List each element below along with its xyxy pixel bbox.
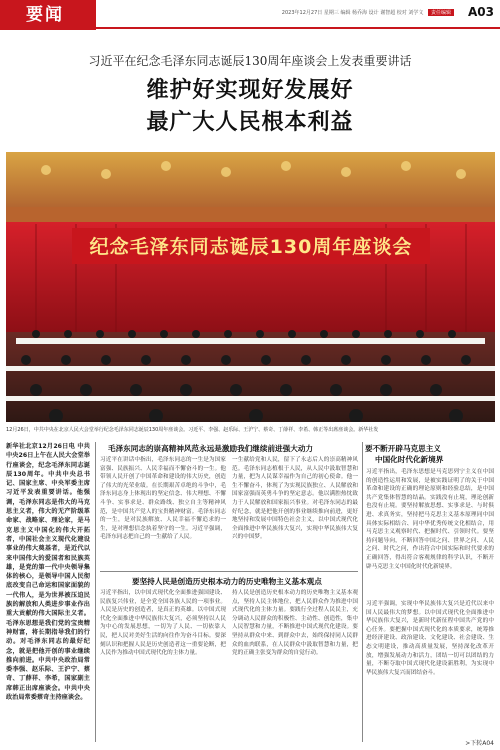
section-3-title-line-2: 中国化时代化新境界 [375,455,444,464]
section-3-title-line-1: 要不断开辟马克思主义 [365,444,441,453]
lead-article: 新华社北京12月26日电 中共中央26日上午在人民大会堂举行座谈会，纪念毛泽东同志诞辰130周年。中共中央总书记、国家主席、中央军委主席习近平发表重要讲话。他强调，毛泽东同志是伟大的马克思主义者，伟大的无产阶级革命家、战略家、理论家，是马克思主义中国化的伟大开拓者，中国社会主义现代化建设事业的伟大奠基者，是近代以来中国伟大的爱国者和民族英雄，是党的第一代中央领导集体的核心，是领导中国人民彻底改变自己命运和国家面貌的一代伟人，是为世界被压迫民族的解放和人类进步事业作出重大贡献的伟大国际主义者。毛泽东思想是我们党的宝贵精神财富，将长期指导我们的行动。对毛泽东同志的最好纪念，就是把他开创的事业继续推向前进。中共中央政治局常委李强、赵乐际、王沪宁、蔡奇、丁薛祥、李希，国家副主席韩正出席座谈会。中共中央政治局常委蔡奇主持座谈会。 [6,443,90,702]
section-2-col-a: 习近平指出，以中国式现代化全面推进强国建设、民族复兴伟业，是全党全国各族人民的一项事业。人民是历史的创造者，是真正的英雄。以中国式现代化全面推进中华民族伟大复兴，必须坚持以人民为中心的发展思想，一切为了人民、一切依靠人民，把人民对美好生活的向往作为奋斗目标。要深刻认识和把握人民是历史创造者这一重要论断，把人民作为推动中国式现代化的主体力量。 [100,590,226,657]
section-tag: 要闻 [0,0,96,30]
meeting-hall-illustration [6,152,495,422]
section-divider [100,571,358,572]
masthead-meta [282,9,454,16]
section-1-col-a: 习近平在讲话中指出，毛泽东同志的一生是为国家富强、民族振兴、人民幸福而不懈奋斗的一生。他带领人民开创了中国革命和建设的伟大历史，创造了伟大的光荣业绩。在长期艰苦卓绝的斗争中，毛泽东同志身上体现出的坚定信念、伟大理想、不懈斗争、实事求是、群众路线、独立自主等精神风范，是中国共产党人的宝贵精神财富。毛泽东同志的一生，是对民族解放、人民幸福不懈追求的一生，是对理想信念执着坚守的一生。习近平强调，毛泽东同志把自己的一生献给了人民。 [100,457,226,541]
main-headline-line-1: 维护好实现好发展好 [146,78,354,103]
date-line: 2023年12月27日 星期三 [281,10,339,16]
section-1-title: 毛泽东同志的崇高精神风范永远是激励我们继续前进强大动力 [108,444,314,453]
header-rule [96,27,500,29]
banner-text: 纪念毛泽东同志诞辰130周年座谈会 [89,236,413,258]
page-number: A03 [468,5,494,19]
masthead [0,0,500,30]
column-divider [362,442,363,742]
section-3-col-a: 习近平指出，毛泽东思想是马克思列宁主义在中国的创造性运用和发展，是被实践证明了的关于中国革命和建设的正确的理论原则和经验总结，是中国共产党集体智慧的结晶。实践没有止境，理论创新也没有止境。要坚持解放思想、实事求是、与时俱进、求真务实，坚持把马克思主义基本原理同中国具体实际相结合、同中华优秀传统文化相结合，用马克思主义观察时代、把握时代、引领时代。要坚持问题导向，不断回答中国之问、世界之问、人民之问、时代之问，作出符合中国实际和时代要求的正确回答，得出符合客观规律的科学认识，不断开辟马克思主义中国化时代化新境界。 [366,469,494,570]
photo-caption: 12月26日，中共中央在北京人民大会堂举行纪念毛泽东同志诞辰130周年座谈会。习近平、李强、赵乐际、王沪宁、蔡奇、丁薛祥、李希、韩正等出席座谈会。新华社发 [6,427,379,433]
kicker-headline: 习近平在纪念毛泽东同志诞辰130周年座谈会上发表重要讲话 [88,54,412,68]
continued-jump[interactable]: >下转A04 [465,740,494,747]
main-headline-line-2: 最广大人民根本利益 [146,110,354,135]
section-2-title: 要坚持人民是创造历史根本动力的历史唯物主义基本观点 [132,577,322,586]
editors-line: 编辑 杨乔海 设计 谢智超 校对 刘学文 [340,10,424,16]
editor-badge: 责任编辑 [428,9,454,16]
section-2-col-b: 持人民是创造历史根本动力的历史唯物主义基本观点，坚持人民主体地位，把人民群众作为推进中国式现代化的主体力量。要践行全过程人民民主，充分调动人民群众的积极性、主动性、创造性，集中人民智慧和力量，不断推进中国式现代化建设。要坚持从群众中来、到群众中去，始终保持同人民群众的血肉联系，在人民群众中汲取智慧和力量，把党的正确主张变为群众的自觉行动。 [232,590,358,657]
column-divider [95,442,96,742]
news-photo [6,152,495,422]
section-3-col-b: 习近平强调，实现中华民族伟大复兴是近代以来中国人民最伟大的梦想。以中国式现代化全面推进中华民族伟大复兴，是新时代新征程中国共产党的中心任务。要把握中国式现代化的本质要求，统筹推进经济建设、政治建设、文化建设、社会建设、生态文明建设，推动高质量发展，坚持深化改革开放，增强发展动力和活力，团结一切可以团结的力量，不断夺取中国式现代化建设新胜利，为实现中华民族伟大复兴而团结奋斗。 [366,601,494,676]
section-1-col-b: 一生献给党和人民，留下了永志后人的崇高精神风范。毛泽东同志植根于人民，从人民中汲取智慧和力量，把为人民谋幸福作为自己的初心使命。他一生不懈奋斗，体现了为实现民族独立、人民解放和国家富强而英勇斗争的坚定意志。他以满腔热忱致力于人民解放和国家振兴事业。对毛泽东同志的最好纪念，就是把他开创的事业继续推向前进，更好地坚持和发展中国特色社会主义，以中国式现代化全面推进中华民族伟大复兴，实现中华民族伟大复兴的中国梦。 [232,457,358,541]
